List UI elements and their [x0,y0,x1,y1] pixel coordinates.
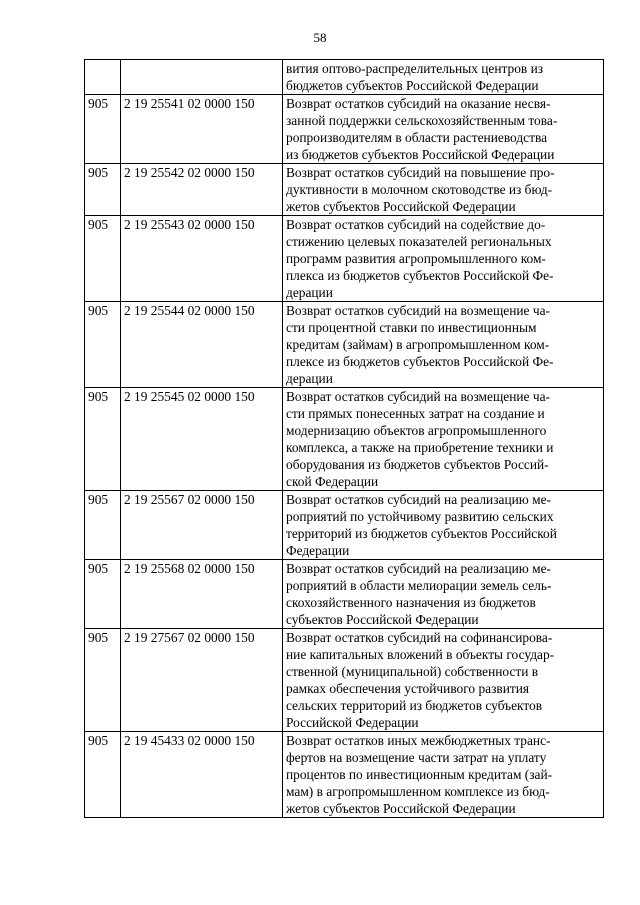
description-cell: Возврат остатков субсидий на возмещение ча- сти прямых понесенных затрат на создание и модернизацию объектов агропромышленного комплекса, а также на приобретение техники и оборудования из бюджетов субъектов Россий- ской Федерации [283,388,604,491]
table-row [85,732,604,818]
budget-code-cell: 2 19 27567 02 0000 150 [121,629,283,732]
budget-code-cell: 2 19 25543 02 0000 150 [121,216,283,302]
admin-code-cell: 905 [85,560,121,629]
budget-code-cell: 2 19 25544 02 0000 150 [121,302,283,388]
budget-code-cell: 2 19 25567 02 0000 150 [121,491,283,560]
description-cell: Возврат остатков субсидий на содействие до- стижению целевых показателей региональных программ развития агропромышленного ком- плекса из бюджетов субъектов Российской Фе- дерации [283,216,604,302]
admin-code-cell: 905 [85,164,121,216]
description-cell: вития оптово-распределительных центров из бюджетов субъектов Российской Федерации [283,60,604,95]
table-row [85,164,604,216]
admin-code-cell: 905 [85,388,121,491]
admin-code-cell [85,60,121,95]
table-row [85,95,604,164]
page-number: 58 [313,30,327,45]
table-row [85,302,604,388]
description-cell: Возврат остатков субсидий на реализацию ме- роприятий по устойчивому развитию сельских территорий из бюджетов субъектов Российской Федерации [283,491,604,560]
admin-code-cell: 905 [85,732,121,818]
budget-code-cell: 2 19 45433 02 0000 150 [121,732,283,818]
table-row [85,388,604,491]
admin-code-cell: 905 [85,216,121,302]
budget-code-cell: 2 19 25542 02 0000 150 [121,164,283,216]
budget-code-cell: 2 19 25545 02 0000 150 [121,388,283,491]
admin-code-cell: 905 [85,629,121,732]
description-cell: Возврат остатков субсидий на возмещение ча- сти процентной ставки по инвестиционным кредитам (займам) в агропромышленном ком- плексе из бюджетов субъектов Российской Фе- дерации [283,302,604,388]
description-cell: Возврат остатков субсидий на софинансирова- ние капитальных вложений в объекты государ- ственной (муниципальной) собственности в рамках обеспечения устойчивого развития сельских территорий из бюджетов субъектов Российской Федерации [283,629,604,732]
budget-code-cell: 2 19 25541 02 0000 150 [121,95,283,164]
table-row [85,216,604,302]
table-row [85,491,604,560]
table-row [85,629,604,732]
admin-code-cell: 905 [85,95,121,164]
description-cell: Возврат остатков субсидий на оказание несвя- занной поддержки сельскохозяйственным това- ропроизводителям в области растениеводства из бюджетов субъектов Российской Федерации [283,95,604,164]
admin-code-cell: 905 [85,302,121,388]
admin-code-cell: 905 [85,491,121,560]
description-cell: Возврат остатков субсидий на реализацию ме- роприятий в области мелиорации земель сель- скохозяйственного назначения из бюджетов субъектов Российской Федерации [283,560,604,629]
table-row [85,560,604,629]
description-cell: Возврат остатков субсидий на повышение про- дуктивности в молочном скотоводстве из бюд- жетов субъектов Российской Федерации [283,164,604,216]
description-cell: Возврат остатков иных межбюджетных транс- фертов на возмещение части затрат на уплату процентов по инвестиционным кредитам (зай- мам) в агропромышленном комплексе из бюд- жетов субъектов Российской Федерации [283,732,604,818]
budget-code-cell [121,60,283,95]
budget-classification-table [84,59,604,818]
budget-code-cell: 2 19 25568 02 0000 150 [121,560,283,629]
table-row [85,60,604,95]
